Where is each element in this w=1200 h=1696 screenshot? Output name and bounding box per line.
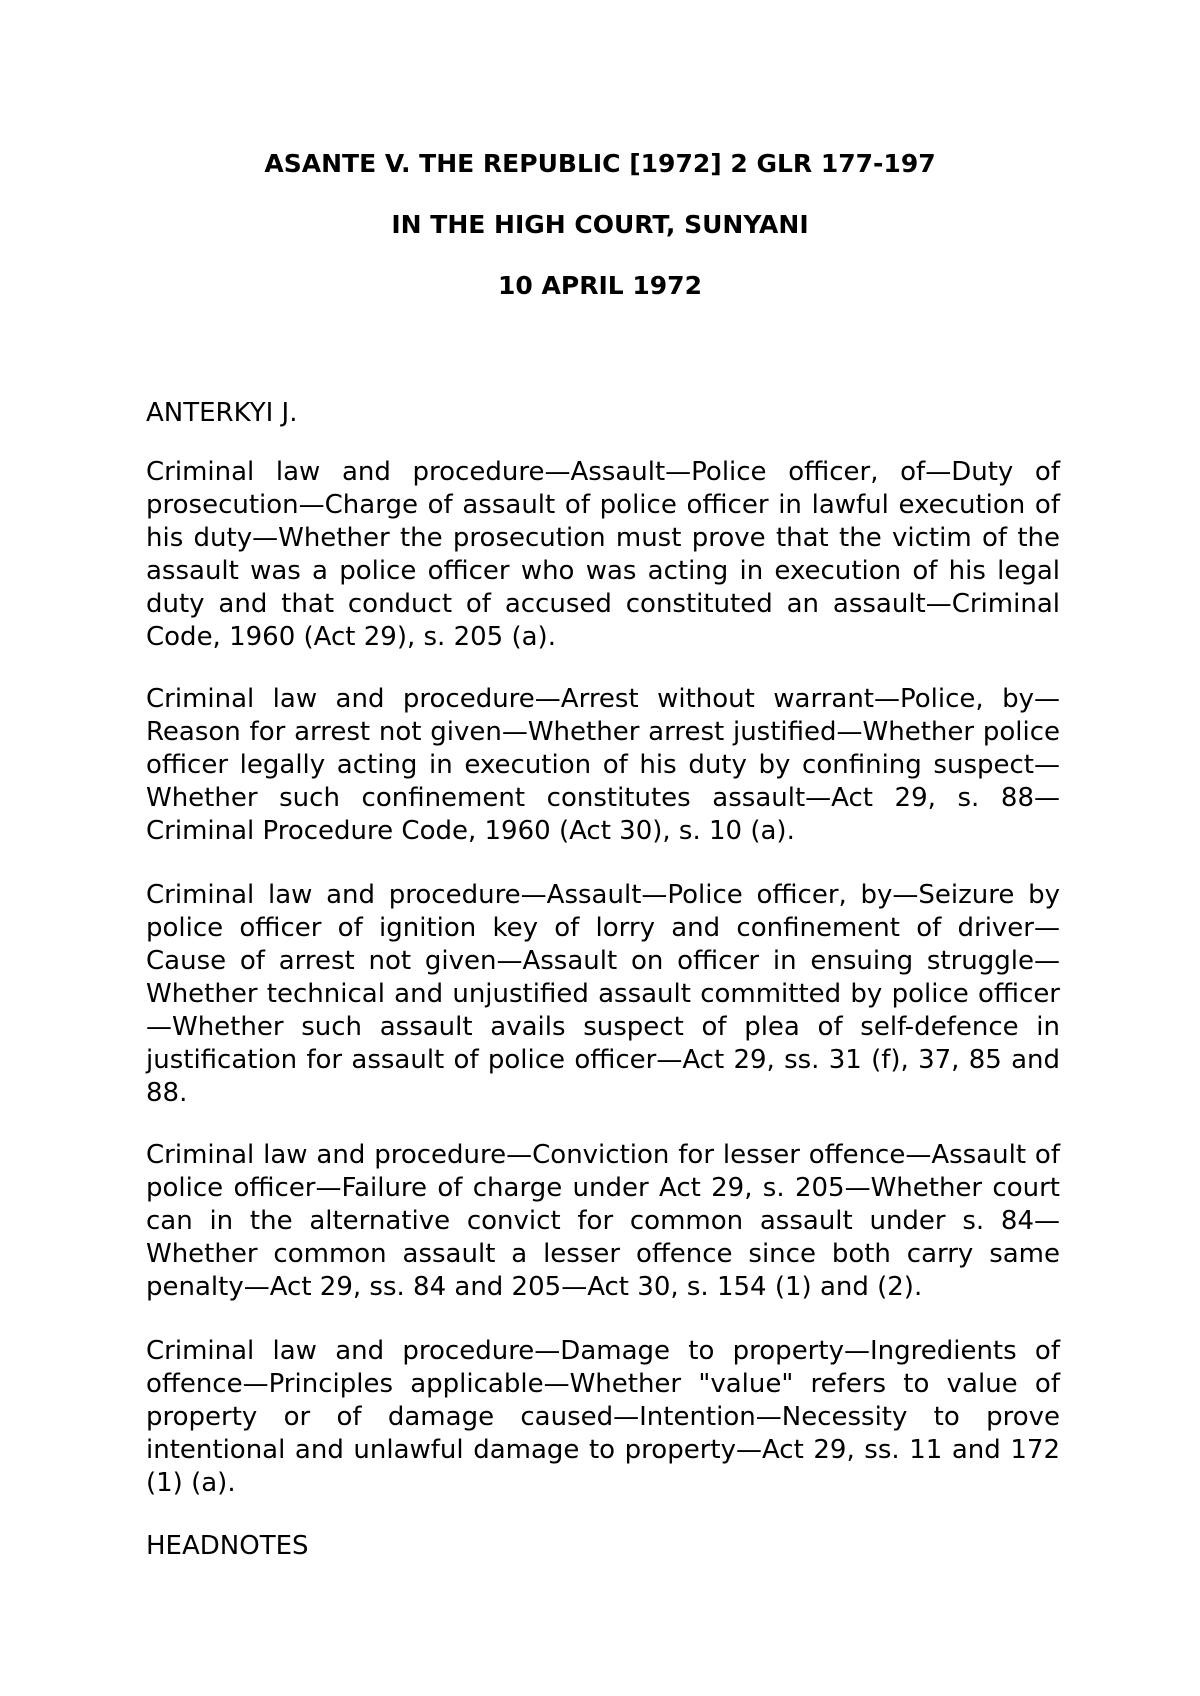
case-title: ASANTE V. THE REPUBLIC [1972] 2 GLR 177-197 xyxy=(264,149,936,178)
catchword-paragraph: Criminal law and procedure—Damage to property—Ingredients of offence—Principles applicable—Whether "value" refers to value of property or of damage caused—Intention—Necessity to prove intentional and unlawful damage to property—Act 29, ss. 11 and 172 (1) (a). xyxy=(146,1336,1060,1498)
catchword-paragraph: Criminal law and procedure—Assault—Police officer, of—Duty of prosecution—Charge of assault of police officer in lawful execution of his duty—Whether the prosecution must prove that the victim of the assault was a police officer who was acting in execution of his legal duty and that conduct of accused constituted an assault—Criminal Code, 1960 (Act 29), s. 205 (a). xyxy=(146,457,1060,652)
court-name: IN THE HIGH COURT, SUNYANI xyxy=(391,210,809,239)
catchword-paragraph: Criminal law and procedure—Arrest without warrant—Police, by—Reason for arrest not given—Whether arrest justified—Whether police officer legally acting in execution of his duty by confining suspect—Whether such confinement constitutes assault—Act 29, s. 88—Criminal Procedure Code, 1960 (Act 30), s. 10 (a). xyxy=(146,684,1060,846)
judge-name: ANTERKYI J. xyxy=(146,398,298,428)
catchword-paragraph: Criminal law and procedure—Assault—Police officer, by—Seizure by police officer of ignition key of lorry and confinement of driver—Cause of arrest not given—Assault on officer in ensuing struggle—Whether technical and unjustified assault committed by police officer—Whether such assault avails suspect of plea of self-defence in justification for assault of police officer—Act 29, ss. 31 (f), 37, 85 and 88. xyxy=(146,880,1060,1108)
judgment-date: 10 APRIL 1972 xyxy=(498,271,702,300)
catchword-paragraph: Criminal law and procedure—Conviction for lesser offence—Assault of police officer—Failure of charge under Act 29, s. 205—Whether court can in the alternative convict for common assault under s. 84—Whether common assault a lesser offence since both carry same penalty—Act 29, ss. 84 and 205—Act 30, s. 154 (1) and (2). xyxy=(146,1140,1060,1302)
headnotes-heading: HEADNOTES xyxy=(146,1531,309,1561)
